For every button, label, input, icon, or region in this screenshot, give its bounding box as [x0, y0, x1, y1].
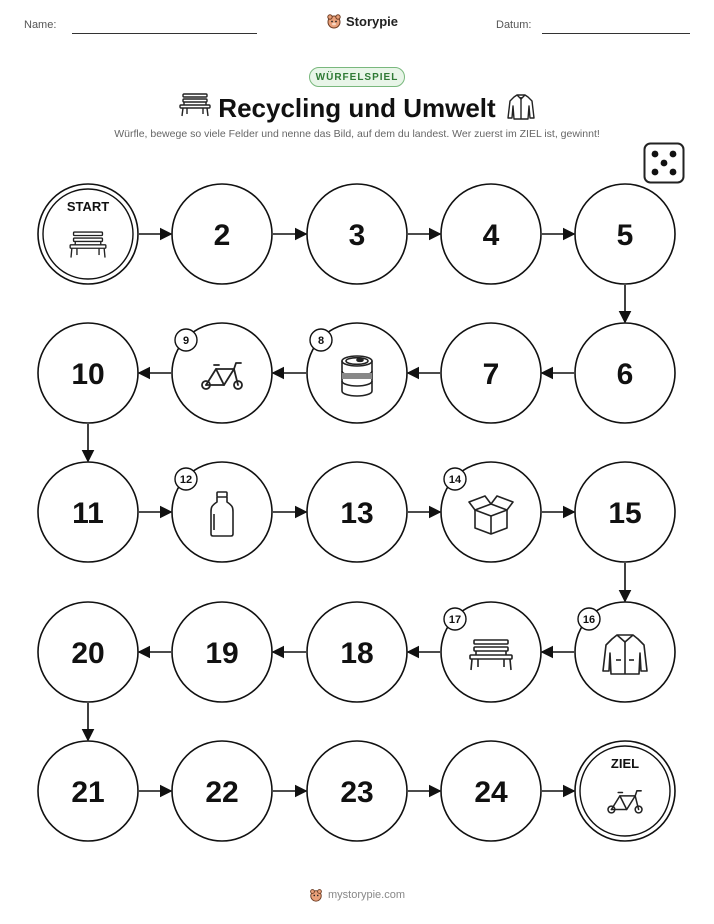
board-space	[575, 602, 675, 702]
space-number: 21	[71, 776, 105, 809]
space-number: 9	[182, 335, 190, 347]
board-space	[575, 462, 675, 562]
board-space	[441, 184, 541, 284]
storypie-mascot-icon	[309, 888, 323, 902]
board-space	[172, 323, 272, 423]
footer	[309, 888, 405, 902]
space-number: 15	[608, 497, 642, 530]
board-space	[307, 602, 407, 702]
board-space	[38, 741, 138, 841]
space-number: 22	[205, 776, 239, 809]
name-label: Name:	[24, 19, 57, 31]
space-number: 3	[348, 219, 366, 252]
board-space	[172, 602, 272, 702]
space-number: 2	[213, 219, 231, 252]
space-number: 24	[474, 776, 508, 809]
board-space	[307, 741, 407, 841]
space-number: 10	[71, 358, 105, 391]
footer-url: mystorypie.com	[328, 889, 406, 901]
space-number: 8	[317, 335, 325, 347]
board-spaces	[38, 184, 675, 841]
space-number: 18	[340, 637, 374, 670]
space-number: 20	[71, 637, 105, 670]
space-number: 6	[616, 358, 634, 391]
board-space	[307, 184, 407, 284]
space-number: 16	[582, 614, 596, 626]
board-space	[441, 323, 541, 423]
board-space	[307, 462, 407, 562]
board-space	[307, 323, 407, 423]
space-number: 5	[616, 219, 634, 252]
board-space	[575, 323, 675, 423]
space-number: 17	[448, 614, 462, 626]
date-label: Datum:	[496, 19, 532, 31]
space-number: 14	[448, 474, 462, 486]
instructions: Würfle, bewege so viele Felder und nenne das Bild, auf dem du landest. Wer zuerst im ZIEL ist, gewinnt!	[114, 128, 600, 140]
board-space	[441, 602, 541, 702]
board-space	[38, 602, 138, 702]
board-space	[172, 741, 272, 841]
start-label: START	[66, 199, 110, 214]
board-space	[441, 462, 541, 562]
space-number: 12	[179, 474, 193, 486]
start-space	[38, 184, 138, 284]
board-space	[172, 184, 272, 284]
space-number: 11	[72, 497, 104, 530]
space-number: 23	[340, 776, 374, 809]
brand-name: Storypie	[346, 13, 399, 29]
page-title: Recycling und Umwelt	[218, 93, 496, 123]
board-space	[38, 462, 138, 562]
board-space	[38, 323, 138, 423]
board-space	[575, 184, 675, 284]
goal-space	[575, 741, 675, 841]
goal-label: ZIEL	[610, 756, 640, 771]
board-space	[172, 462, 272, 562]
space-number: 13	[340, 497, 374, 530]
space-number: 19	[205, 637, 239, 670]
space-number: 4	[482, 219, 500, 252]
space-number: 7	[482, 358, 500, 391]
game-type-badge: WÜRFELSPIEL	[309, 67, 405, 87]
board-space	[441, 741, 541, 841]
